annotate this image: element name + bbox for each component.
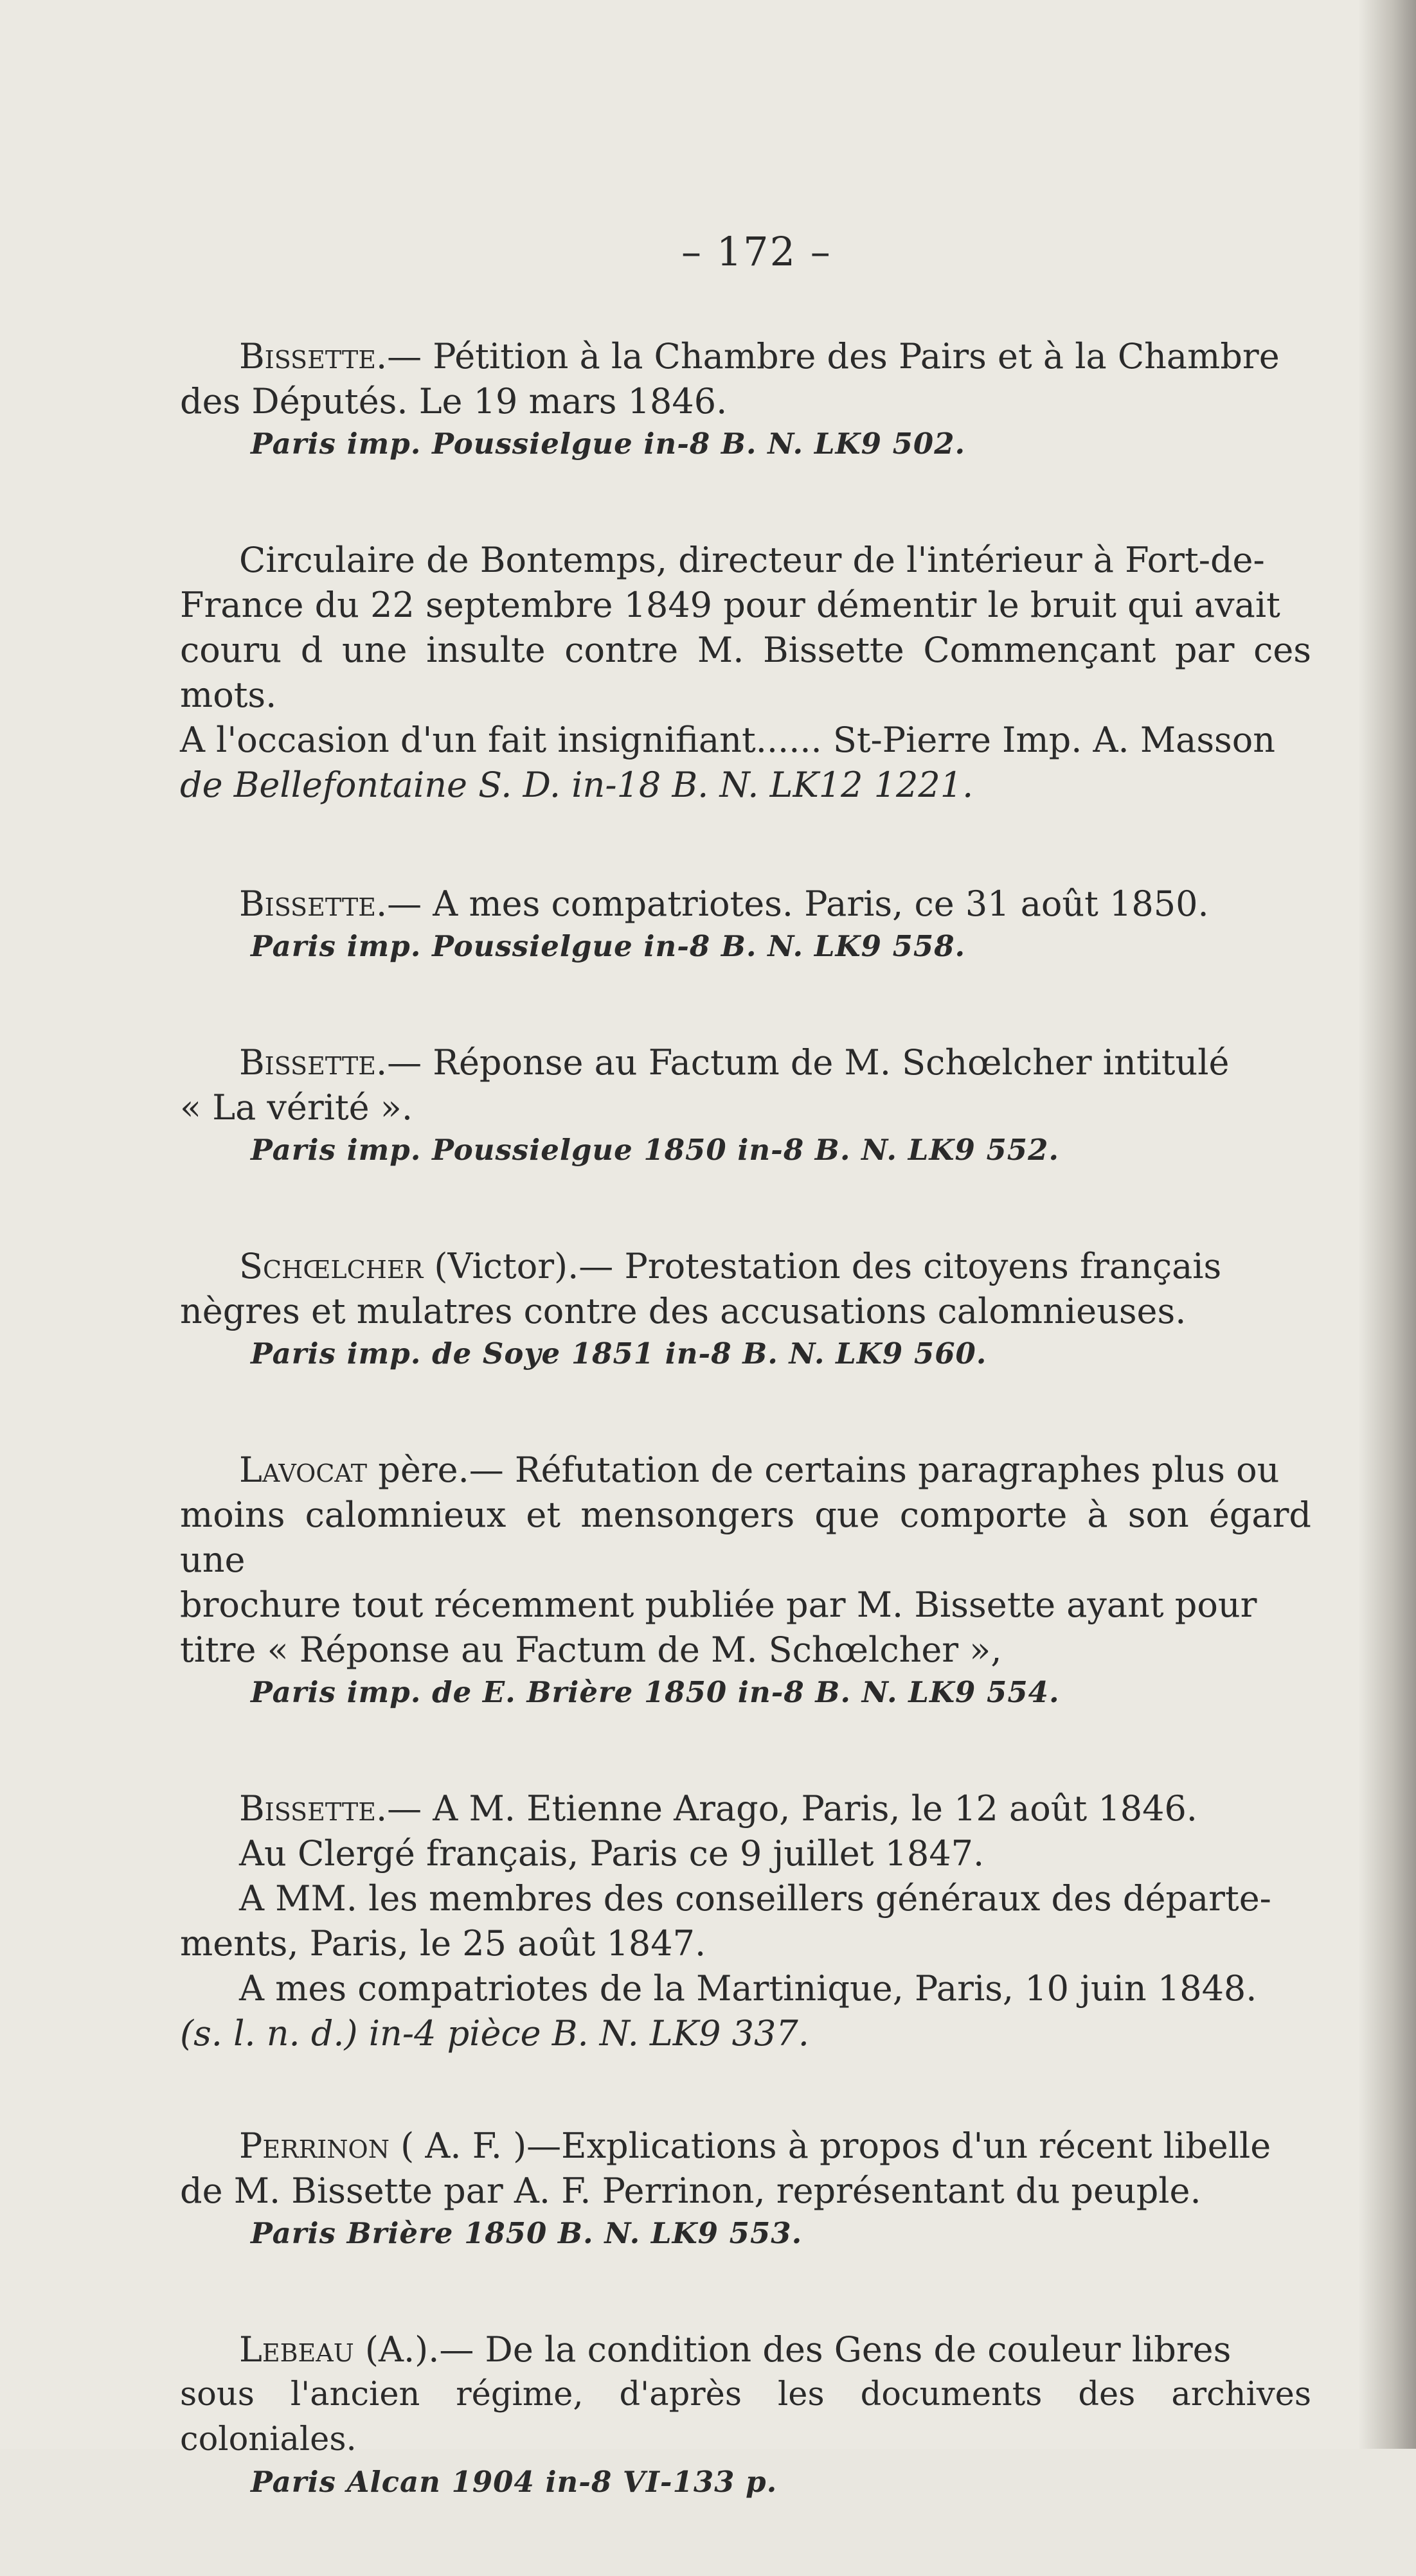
entry-line xyxy=(180,2124,1311,2169)
entry-line: ments, Paris, le 25 août 1847. xyxy=(180,1923,706,1964)
bibliography-entry xyxy=(180,538,1311,808)
entry-line: de Bellefontaine S. D. in-18 B. N. LK12 1221. xyxy=(180,765,974,805)
entry-line: titre « Réponse au Factum de M. Schœlcher », xyxy=(180,1630,1002,1670)
entry-line xyxy=(180,1786,1311,1831)
entry-publication: Paris Brière 1850 B. N. LK9 553. xyxy=(251,2216,803,2250)
entry-line: France du 22 septembre 1849 pour démentir le bruit qui avait xyxy=(180,585,1280,625)
entry-author: Bissette. xyxy=(239,1042,388,1083)
entry-author: Bissette. xyxy=(239,336,388,377)
entry-text: (A.).— De la condition des Gens de couleur libres xyxy=(364,2329,1232,2370)
entry-line xyxy=(180,882,1311,927)
entry-line: Au Clergé français, Paris ce 9 juillet 1847. xyxy=(239,1833,985,1874)
entry-author: Lavocat xyxy=(239,1450,368,1490)
entry-line: des Députés. Le 19 mars 1846. xyxy=(180,381,728,422)
page-number: – 172 – xyxy=(681,228,832,275)
entry-publication: Paris imp. de E. Brière 1850 in-8 B. N. LK9 554. xyxy=(251,1675,1060,1709)
bibliography-entry xyxy=(180,1244,1311,1374)
entry-text: — Pétition à la Chambre des Pairs et à la Chambre xyxy=(387,336,1280,377)
entry-text: père.— Réfutation de certains paragraphes plus ou xyxy=(378,1450,1280,1490)
entry-line: brochure tout récemment publiée par M. Bissette ayant pour xyxy=(180,1585,1257,1625)
bibliography-list xyxy=(180,334,1311,2576)
entry-line: nègres et mulatres contre des accusations calomnieuses. xyxy=(180,1291,1187,1331)
entry-line: de M. Bissette par A. F. Perrinon, représentant du peuple. xyxy=(180,2171,1201,2211)
entry-line: (s. l. n. d.) in-4 pièce B. N. LK9 337. xyxy=(180,2013,809,2054)
entry-line: A MM. les membres des conseillers généraux des départe- xyxy=(239,1878,1271,1919)
entry-text: — A mes compatriotes. Paris, ce 31 août 1850. xyxy=(387,884,1209,924)
bibliography-entry xyxy=(180,882,1311,966)
bibliography-entry xyxy=(180,2327,1311,2502)
entry-author: Schœlcher xyxy=(239,1246,424,1286)
entry-line: Circulaire de Bontemps, directeur de l'intérieur à Fort-de- xyxy=(239,540,1265,580)
entry-line: sous l'ancien régime, d'après les documents des archives coloniales. xyxy=(180,2376,1311,2458)
entry-author: Bissette. xyxy=(239,884,388,924)
entry-line: « La vérité ». xyxy=(180,1087,413,1128)
entry-line: A mes compatriotes de la Martinique, Paris, 10 juin 1848. xyxy=(239,1968,1257,2009)
entry-publication: Paris imp. Poussielgue in-8 B. N. LK9 558. xyxy=(251,929,966,963)
entry-line: moins calomnieux et mensongers que comporte à son égard une xyxy=(180,1495,1311,1580)
bibliography-entry xyxy=(180,1040,1311,1170)
bibliography-entry xyxy=(180,1786,1311,2056)
entry-publication: Paris imp. Poussielgue 1850 in-8 B. N. LK9 552. xyxy=(251,1133,1060,1167)
bibliography-entry xyxy=(180,2124,1311,2253)
bibliography-entry xyxy=(180,334,1311,464)
entry-author: Perrinon xyxy=(239,2126,390,2166)
entry-author: Lebeau xyxy=(239,2329,354,2370)
entry-text: — A M. Etienne Arago, Paris, le 12 août 1846. xyxy=(387,1788,1197,1829)
entry-line xyxy=(180,1244,1311,1289)
page-edge-shadow xyxy=(1358,0,1416,2449)
entry-text: (Victor).— Protestation des citoyens français xyxy=(434,1246,1222,1286)
entry-line xyxy=(180,334,1311,379)
entry-line xyxy=(180,1040,1311,1085)
bibliography-entry xyxy=(180,1448,1311,1712)
entry-publication: Paris imp. de Soye 1851 in-8 B. N. LK9 560. xyxy=(251,1337,987,1371)
entry-line xyxy=(180,2327,1311,2372)
entry-author: Bissette. xyxy=(239,1788,388,1829)
entry-line xyxy=(180,1448,1311,1493)
entry-publication: Paris Alcan 1904 in-8 VI-133 p. xyxy=(251,2465,778,2499)
entry-line: couru d une insulte contre M. Bissette Commençant par ces mots. xyxy=(180,630,1311,715)
entry-text: ( A. F. )—Explications à propos d'un récent libelle xyxy=(400,2126,1271,2166)
entry-line: A l'occasion d'un fait insignifiant...... St-Pierre Imp. A. Masson xyxy=(180,720,1276,760)
entry-publication: Paris imp. Poussielgue in-8 B. N. LK9 502. xyxy=(251,427,966,461)
entry-text: — Réponse au Factum de M. Schœlcher intitulé xyxy=(387,1042,1230,1083)
